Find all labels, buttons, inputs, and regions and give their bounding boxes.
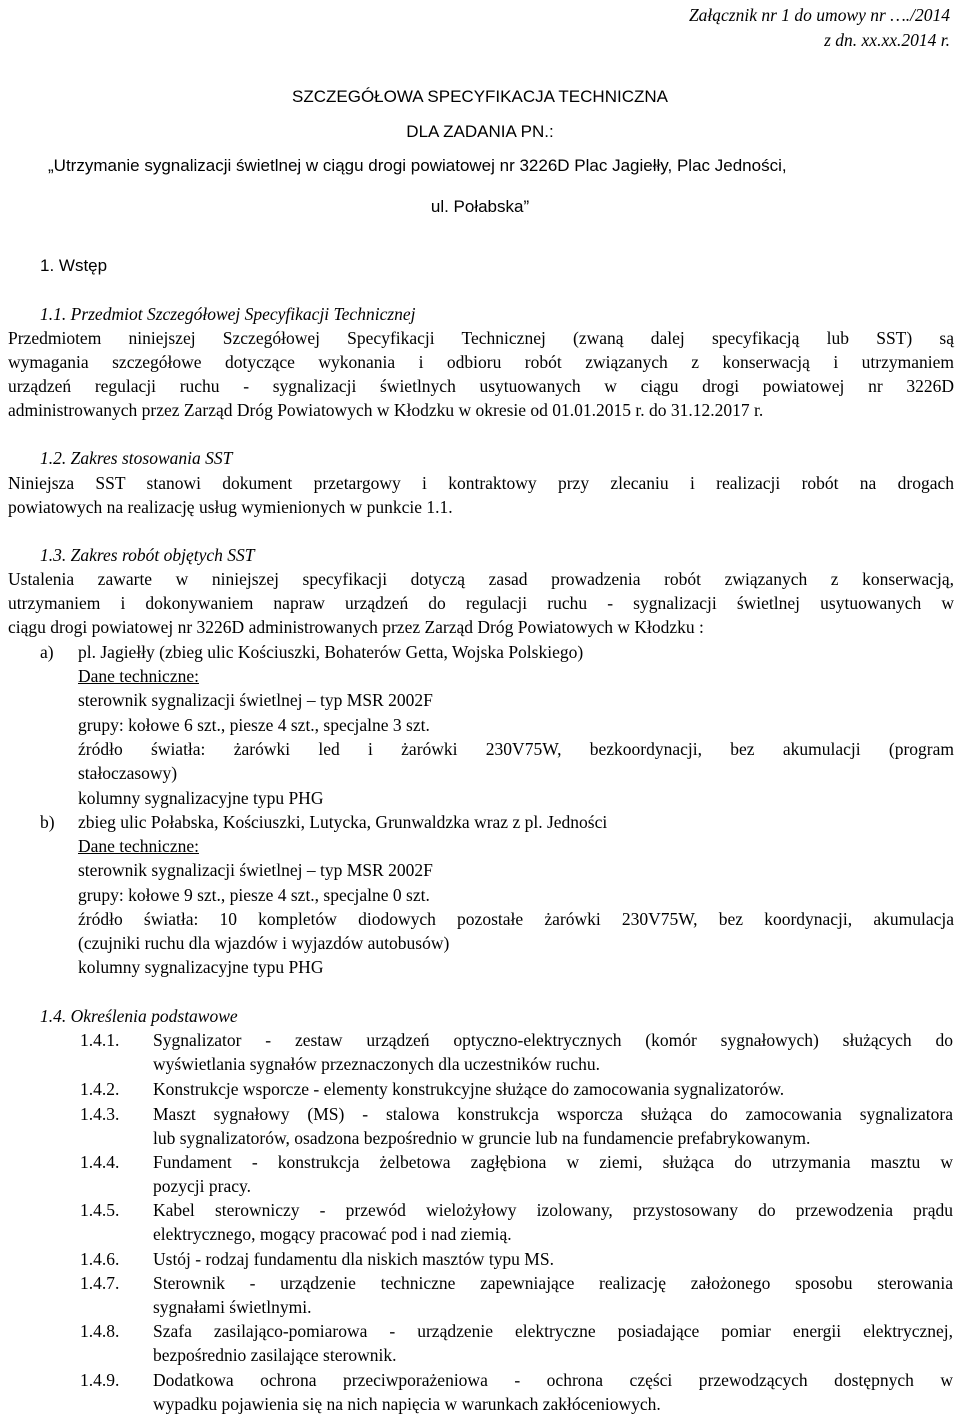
definition-number: 1.4.6. bbox=[80, 1249, 120, 1269]
subsection-heading-1-2: 1.2. Zakres stosowania SST bbox=[40, 448, 233, 468]
paragraph-line: wymagania szczegółowe dotyczące wykonania i odbioru robót związanych z konserwacją i utrzymaniem bbox=[8, 352, 954, 372]
columns-b: kolumny sygnalizacyjne typu PHG bbox=[78, 957, 324, 977]
section-heading-1: 1. Wstęp bbox=[40, 256, 108, 275]
paragraph-line: urządzeń regulacji ruchu - sygnalizacji świetlnych usytuowanych w ciągu drogi powiatowej nr 3226D bbox=[8, 376, 954, 396]
light-source-a: źródło światła: żarówki led i żarówki 230V75W, bezkoordynacji, bez akumulacji (program bbox=[78, 739, 954, 759]
definition-text bbox=[153, 1198, 953, 1246]
definition-number: 1.4.4. bbox=[80, 1152, 120, 1172]
definition-number: 1.4.8. bbox=[80, 1321, 120, 1341]
definition-line: Szafa zasilająco-pomiarowa - urządzenie elektryczne posiadające pomiar energii elektrycznej, bbox=[153, 1321, 953, 1341]
paragraph-line: Niniejsza SST stanowi dokument przetargowy i kontraktowy przy zlecaniu i realizacji robót na drogach bbox=[8, 473, 954, 493]
task-name-cont: ul. Połabska” bbox=[430, 197, 530, 216]
definition-line: bezpośrednio zasilające sterownik. bbox=[153, 1345, 397, 1365]
definition-number: 1.4.3. bbox=[80, 1104, 120, 1124]
subsection-heading-1-4: 1.4. Określenia podstawowe bbox=[40, 1006, 238, 1026]
groups-a: grupy: kołowe 6 szt., piesze 4 szt., specjalne 3 szt. bbox=[78, 715, 430, 735]
paragraph-line: Ustalenia zawarte w niniejszej specyfikacji dotyczą zasad prowadzenia robót związanych z konserwacją, bbox=[8, 569, 954, 589]
location-a-title: pl. Jagiełły (zbieg ulic Kościuszki, Bohaterów Getta, Wojska Polskiego) bbox=[78, 642, 584, 662]
definition-text bbox=[153, 1368, 953, 1416]
definition-text bbox=[153, 1247, 953, 1271]
groups-b: grupy: kołowe 9 szt., piesze 4 szt., specjalne 0 szt. bbox=[78, 885, 430, 905]
paragraph-line: ciągu drogi powiatowej nr 3226D administrowanych przez Zarząd Dróg Powiatowych w Kłodzku : bbox=[8, 617, 704, 637]
definition-line: wyświetlania sygnałów przeznaczonych dla uczestników ruchu. bbox=[153, 1054, 601, 1074]
definition-number: 1.4.2. bbox=[80, 1079, 120, 1099]
definition-line: Konstrukcje wsporcze - elementy konstrukcyjne służące do zamocowania sygnalizatorów. bbox=[153, 1079, 785, 1099]
paragraph-line: Przedmiotem niniejszej Szczegółowej Specyfikacji Technicznej (zwaną dalej specyfikacją lub SST) są bbox=[8, 328, 954, 348]
paragraph-line: utrzymaniem i dokonywaniem napraw urządzeń do regulacji ruchu - sygnalizacji świetlnej usytuowanych w bbox=[8, 593, 954, 613]
controller-a: sterownik sygnalizacji świetlnej – typ MSR 2002F bbox=[78, 690, 433, 710]
definition-number: 1.4.1. bbox=[80, 1030, 120, 1050]
tech-data-label-a: Dane techniczne: bbox=[78, 666, 199, 686]
doc-subtitle: DLA ZADANIA PN.: bbox=[406, 122, 554, 141]
subsection-heading-1-3: 1.3. Zakres robót objętych SST bbox=[40, 545, 255, 565]
light-source-b-cont: (czujniki ruchu dla wjazdów i wyjazdów autobusów) bbox=[78, 933, 450, 953]
list-marker-b: b) bbox=[40, 812, 55, 832]
light-source-a-cont: stałoczasowy) bbox=[78, 763, 178, 783]
definition-line: lub sygnalizatorów, osadzona bezpośrednio w gruncie lub na fundamencie prefabrykowanym. bbox=[153, 1128, 811, 1148]
columns-a: kolumny sygnalizacyjne typu PHG bbox=[78, 788, 324, 808]
subsection-heading-1-1: 1.1. Przedmiot Szczegółowej Specyfikacji Technicznej bbox=[40, 304, 416, 324]
definition-line: Ustój - rodzaj fundamentu dla niskich masztów typu MS. bbox=[153, 1249, 554, 1269]
definition-text bbox=[153, 1150, 953, 1198]
definition-line: Fundament - konstrukcja żelbetowa zagłębiona w ziemi, służąca do utrzymania masztu w bbox=[153, 1152, 953, 1172]
definition-line: Maszt sygnałowy (MS) - stalowa konstrukcja wsporcza służąca do zamocowania sygnalizatora bbox=[153, 1104, 953, 1124]
definition-line: wypadku pojawienia się na nich napięcia w warunkach zakłóceniowych. bbox=[153, 1394, 661, 1414]
definition-text bbox=[153, 1102, 953, 1150]
definition-line: Kabel sterowniczy - przewód wielożyłowy izolowany, przystosowany do przewodzenia prądu bbox=[153, 1200, 953, 1220]
definition-text bbox=[153, 1028, 953, 1076]
definition-number: 1.4.9. bbox=[80, 1370, 120, 1390]
definition-text bbox=[153, 1271, 953, 1319]
paragraph-line: administrowanych przez Zarząd Dróg Powiatowych w Kłodzku w okresie od 01.01.2015 r. do 31.12.2017 r. bbox=[8, 400, 764, 420]
controller-b: sterownik sygnalizacji świetlnej – typ MSR 2002F bbox=[78, 860, 433, 880]
definition-line: elektrycznego, mogący pracować pod i nad ziemią. bbox=[153, 1224, 512, 1244]
definition-text bbox=[153, 1319, 953, 1367]
task-name: „Utrzymanie sygnalizacji świetlnej w ciągu drogi powiatowej nr 3226D Plac Jagiełły, Plac Jedności, bbox=[48, 156, 787, 175]
definition-text bbox=[153, 1077, 953, 1101]
definition-line: Sygnalizator - zestaw urządzeń optyczno-elektrycznych (komór sygnałowych) służących do bbox=[153, 1030, 953, 1050]
annex-line-2: z dn. xx.xx.2014 r. bbox=[824, 30, 950, 50]
location-b-title: zbieg ulic Połabska, Kościuszki, Lutycka, Grunwaldzka wraz z pl. Jedności bbox=[78, 812, 608, 832]
definition-line: Sterownik - urządzenie techniczne zapewniające realizację założonego sposobu sterowania bbox=[153, 1273, 953, 1293]
tech-data-label-b: Dane techniczne: bbox=[78, 836, 199, 856]
definition-line: Dodatkowa ochrona przeciwporażeniowa - ochrona części przewodzących dostępnych w bbox=[153, 1370, 953, 1390]
light-source-b: źródło światła: 10 kompletów diodowych pozostałe żarówki 230V75W, bez koordynacji, akumulacja bbox=[78, 909, 954, 929]
list-marker-a: a) bbox=[40, 642, 54, 662]
annex-line-1: Załącznik nr 1 do umowy nr …./2014 bbox=[688, 5, 950, 25]
definition-number: 1.4.7. bbox=[80, 1273, 120, 1293]
definition-number: 1.4.5. bbox=[80, 1200, 120, 1220]
doc-title: SZCZEGÓŁOWA SPECYFIKACJA TECHNICZNA bbox=[292, 87, 668, 106]
definition-line: pozycji pracy. bbox=[153, 1176, 251, 1196]
paragraph-line: powiatowych na realizację usług wymienionych w punkcie 1.1. bbox=[8, 497, 453, 517]
definition-line: sygnałami świetlnymi. bbox=[153, 1297, 312, 1317]
